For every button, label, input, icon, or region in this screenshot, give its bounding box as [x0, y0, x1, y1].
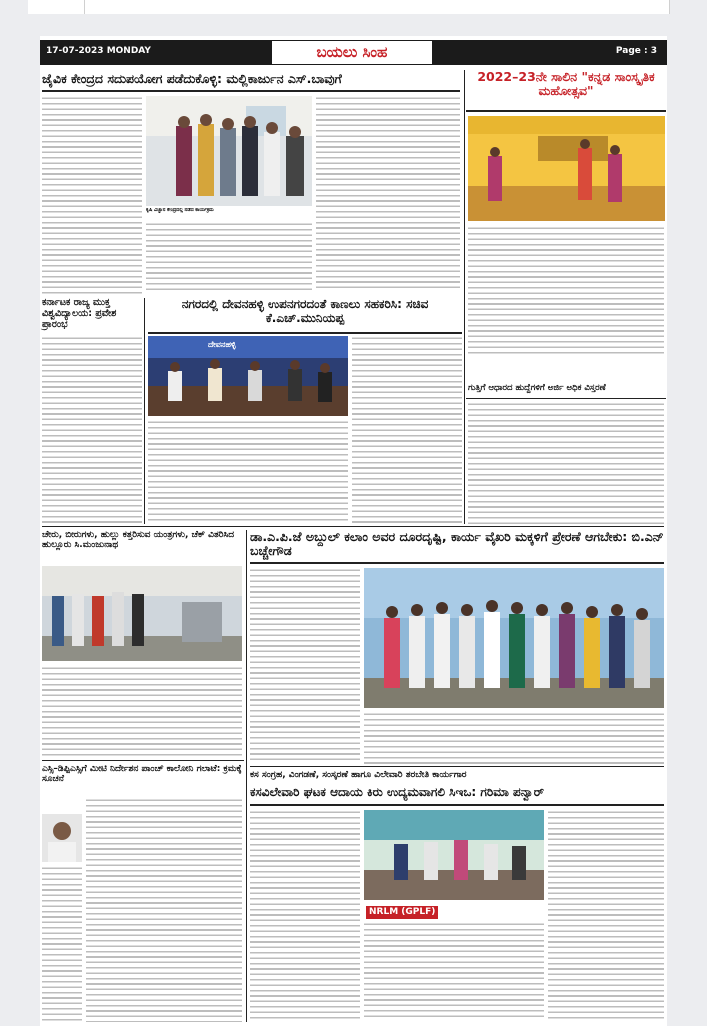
headline-a4: ನಗರದಲ್ಲಿ ದೇವನಹಳ್ಳಿ ಉಪನಗರದಂತೆ ಕಾಣಲು ಸಹಕರಿಸಿ: ಸಚಿವ ಕೆ.ಎಚ್.ಮುನಿಯಪ್ಪ	[181, 297, 429, 325]
article-body	[148, 420, 348, 524]
article-body	[352, 336, 462, 524]
devanahalli-photo	[148, 336, 348, 416]
headline-a1: ಜೈವಿಕ ಕೇಂದ್ರದ ಸದುಪಯೋಗ ಪಡೆದುಕೊಳ್ಳಿ: ಮಲ್ಲಿಕಾರ್ಜುನ ಎಸ್.ಬಾವುಗೆ	[42, 71, 342, 86]
article-body	[42, 336, 142, 524]
headline-a6: ಚೇರು, ಬೀರುಗಳು, ಹುಲ್ಲು ಕತ್ತರಿಸುವ ಯಂತ್ರಗಳು, ಚೆಕ್ ವಿತರಿಸಿದ ಹುಲ್ಲೂರು ಸಿ.ಮಂಜುನಾಥ	[42, 530, 235, 551]
article-body	[468, 226, 664, 356]
headline-a9: ಕಸ ಸಂಗ್ರಹ, ವಿಂಗಡಣೆ, ಸಂಸ್ಕರಣೆ ಹಾಗೂ ವಿಲೇವಾರಿ ತರಬೇತಿ ಕಾರ್ಯಗಾರ	[250, 770, 467, 780]
article-body	[86, 798, 242, 1022]
article-body	[250, 568, 360, 764]
article-body	[42, 96, 142, 296]
article-body	[42, 666, 242, 756]
article-body	[364, 922, 544, 1020]
photo-caption: ಕೃಷಿ ವಿಜ್ಞಾನ ಕೇಂದ್ರದಲ್ಲಿ ನಡೆದ ಕಾರ್ಯಕ್ರಮ	[146, 208, 214, 213]
official-portrait	[42, 814, 82, 862]
article-body	[316, 96, 460, 292]
headline-a2: 2022–23ನೇ ಸಾಲಿನ "ಕನ್ನಡ ಸಾಂಸ್ಕೃತಿಕ ಮಹೋತ್ಸವ"	[477, 69, 655, 99]
training-workshop-photo	[364, 810, 544, 900]
article-body	[364, 712, 664, 764]
cultural-festival-photo	[468, 116, 665, 221]
tools-distribution-photo	[42, 566, 242, 661]
article-body	[468, 402, 664, 524]
masthead	[40, 40, 667, 65]
browser-top-strip	[28, 0, 669, 14]
article-body	[146, 222, 312, 292]
nrlm-badge: NRLM (GPLF)	[366, 906, 438, 919]
page-number: Page : 3	[615, 46, 657, 56]
headline-a5: ಗುತ್ತಿಗೆ ಆಧಾರದ ಹುದ್ದೆಗಳಿಗೆ ಅರ್ಜಿ ಅಧಿಕ ವಿಸ್ತರಣೆ	[468, 383, 606, 393]
newspaper-page	[40, 36, 667, 1026]
article-body	[42, 866, 82, 1022]
subheadline-a9: ಕಸವಿಲೇವಾರಿ ಘಟಕ ಆದಾಯ ಕಿರು ಉದ್ಯಮವಾಗಲಿ ಸಿಇಒ: ಗರಿಮಾ ಪನ್ವಾರ್	[250, 785, 545, 799]
headline-a8: ಎಸ್ಸಿ–ಡಿಪ್ಪಿಎಸ್ಸಿಗೆ ಮೀಟಿ ನಿರ್ದೇಶನ ಪಾಂಚ್ ಕಾಲೋನಿ ಗಲಾಟೆ: ಕ್ರಮಕ್ಕೆ ಸೂಚನೆ	[42, 764, 242, 785]
paper-logo: ಬಯಲು ಸಿಂಹ	[272, 41, 432, 64]
photo-banner-text: ದೇವನಹಳ್ಳಿ	[208, 340, 236, 349]
masthead-date: 17-07-2023 MONDAY	[46, 46, 151, 56]
article-body	[250, 810, 360, 1020]
article-body	[548, 810, 664, 1020]
headline-a7: ಡಾ.ಎ.ಪಿ.ಜೆ ಅಬ್ದುಲ್ ಕಲಾಂ ಅವರ ದೂರದೃಷ್ಟಿ, ಕಾರ್ಯ ವೈಖರಿ ಮಕ್ಕಳಿಗೆ ಪ್ರೇರಣೆ ಆಗಬೇಕು: ಬಿ.ಎನ್ ಬಚ್ಚೇಗೌಡ	[250, 529, 664, 559]
kalam-event-photo	[364, 568, 664, 708]
headline-a3: ಕರ್ನಾಟಕ ರಾಜ್ಯ ಮುಕ್ತ ವಿಶ್ವವಿದ್ಯಾಲಯ: ಪ್ರವೇಶ ಪ್ರಾರಂಭ	[42, 297, 117, 330]
article-photo	[146, 96, 312, 206]
